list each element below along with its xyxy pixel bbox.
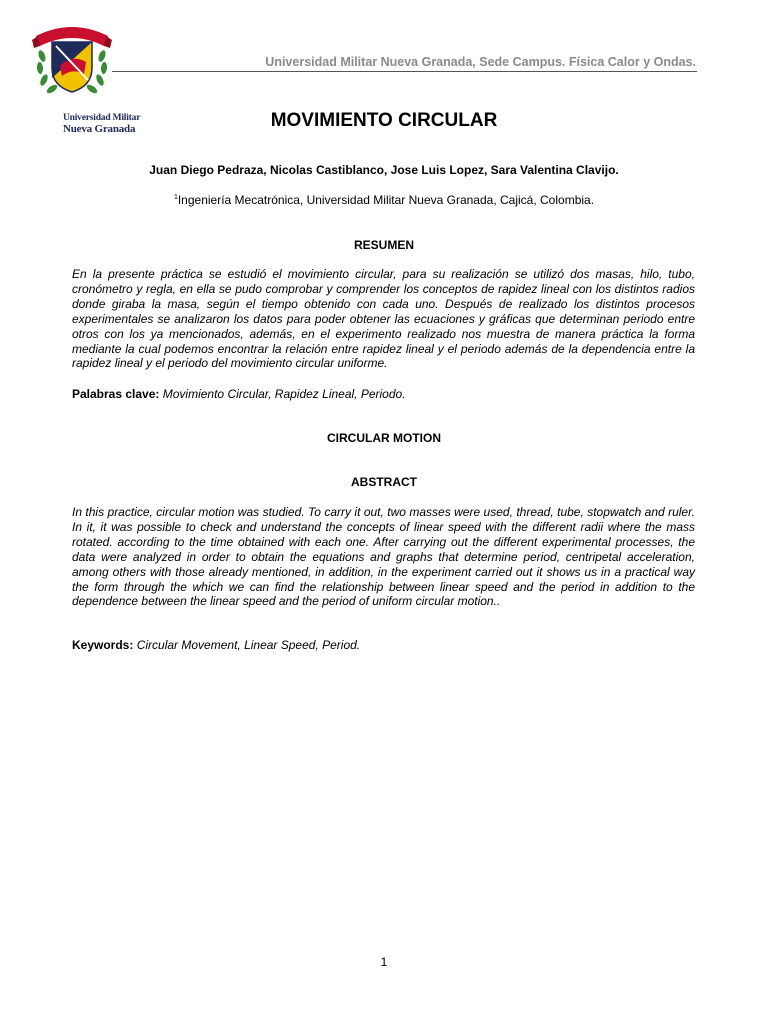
running-header: Universidad Militar Nueva Granada, Sede Campus. Física Calor y Ondas. bbox=[265, 55, 696, 69]
affiliation-text: Ingeniería Mecatrónica, Universidad Militar Nueva Granada, Cajicá, Colombia. bbox=[177, 193, 595, 207]
keywords-label: Keywords: bbox=[72, 638, 134, 652]
affiliation-marker: 1 bbox=[173, 194, 178, 201]
palabras-clave-label: Palabras clave: bbox=[72, 387, 160, 401]
paper-title: MOVIMIENTO CIRCULAR bbox=[270, 110, 498, 131]
header-divider bbox=[112, 71, 697, 72]
affiliation bbox=[0, 193, 768, 207]
keywords bbox=[72, 638, 360, 652]
resumen-heading: RESUMEN bbox=[353, 238, 414, 252]
university-logo bbox=[30, 18, 141, 135]
page-number: 1 bbox=[380, 955, 388, 969]
palabras-clave bbox=[72, 387, 406, 401]
resumen-body: En la presente práctica se estudió el movimiento circular, para su realización se utilizó dos masas, hilo, tubo, cronómetro y regla, en ella se pudo comprobar y comprender los conceptos de rapidez lineal con los distintos radios donde giraba la masa, según el tiempo obtenido con cada uno. Después de realizado los distintos procesos experimentales se analizaron los datos para poder obtener las ecuaciones y gráficas que determinan periodo entre otros con los ya mencionados, además, en el experimento realizado nos muestra de manera práctica la forma mediante la cual podemos encontrar la relación entre rapidez lineal y el periodo además de la dependencia entre la rapidez lineal y el periodo del movimiento circular uniforme. bbox=[72, 267, 695, 371]
abstract-heading: ABSTRACT bbox=[351, 475, 417, 489]
palabras-clave-list: Movimiento Circular, Rapidez Lineal, Periodo. bbox=[162, 387, 406, 401]
authors: Juan Diego Pedraza, Nicolas Castiblanco, Jose Luis Lopez, Sara Valentina Clavijo. bbox=[149, 163, 619, 177]
university-crest-icon bbox=[30, 18, 114, 98]
keywords-list: Circular Movement, Linear Speed, Period. bbox=[136, 638, 361, 652]
abstract-body: In this practice, circular motion was studied. To carry it out, two masses were used, thread, tube, stopwatch and ruler. In it, it was possible to check and understand the concepts of linear speed with the different radii where the mass rotated. according to the time obtained with each one. After carrying out the different experimental processes, the data were analyzed in order to obtain the equations and graphs that determine period, centripetal acceleration, among others with those already mentioned, in addition, in the experiment carried out it shows us in a practical way the form through the which we can find the relationship between linear speed and the period in addition to the dependence between the linear speed and the period of uniform circular motion.. bbox=[72, 505, 695, 609]
english-title: CIRCULAR MOTION bbox=[327, 431, 441, 445]
logo-campus-label: Nueva Granada bbox=[63, 123, 136, 135]
logo-university-label: Universidad Militar bbox=[63, 113, 141, 123]
